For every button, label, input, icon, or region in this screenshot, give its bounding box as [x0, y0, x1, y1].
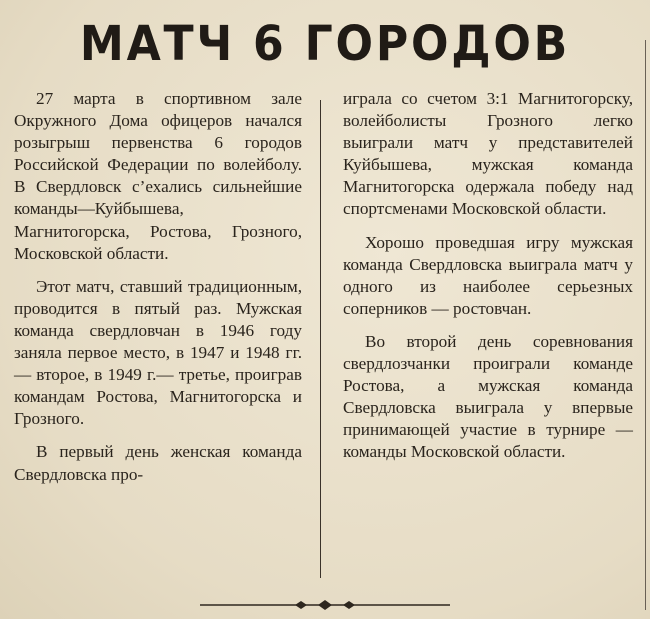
page-edge-rule [645, 40, 646, 610]
article-column-right [343, 88, 633, 464]
paragraph-rostov-match: Хорошо проведшая игру мужская команда Свердловска выиграла матч у одного из наиболее серьезных соперников — ростовчан. [343, 232, 633, 318]
ornament-rule [200, 598, 450, 612]
paragraph-first-day-end: играла со счетом 3:1 Магнитогорску, волейболисты Грозного легко выиграли матч у представителей Куйбышева, мужская команда Магнитогорска одержала победу над спортсменами Московской области. [343, 89, 633, 219]
paragraph-opening: 27 марта в спортивном зале Окружного Дома офицеров начался розыгрыш первенства 6 городов Российской Федерации по волейболу. В Свердловск с’ехались сильнейшие команды—Куйбышева, Магнитогорска, Ростова, Грозного, Московской области. [14, 89, 302, 263]
article-headline: МАТЧ 6 ГОРОДОВ [79, 16, 571, 72]
column-divider [320, 100, 321, 578]
paragraph-history: Этот матч, ставший традиционным, проводится в пятый раз. Мужская команда свердловчан в 1946 году заняла первое место, в 1947 и 1948 гг. — второе, в 1949 г.— третье, проиграв командам Ростова, Магнитогорска и Грозного. [14, 276, 302, 429]
paragraph-second-day: Во второй день соревнования свердлозчанки проиграли команде Ростова, а мужская команда Свердловска выиграла у впервые принимающей участие в турнире — команды Московской области. [343, 331, 633, 462]
paragraph-first-day-start: В первый день женская команда Свердловска про- [14, 442, 302, 484]
article-column-left [14, 88, 302, 486]
